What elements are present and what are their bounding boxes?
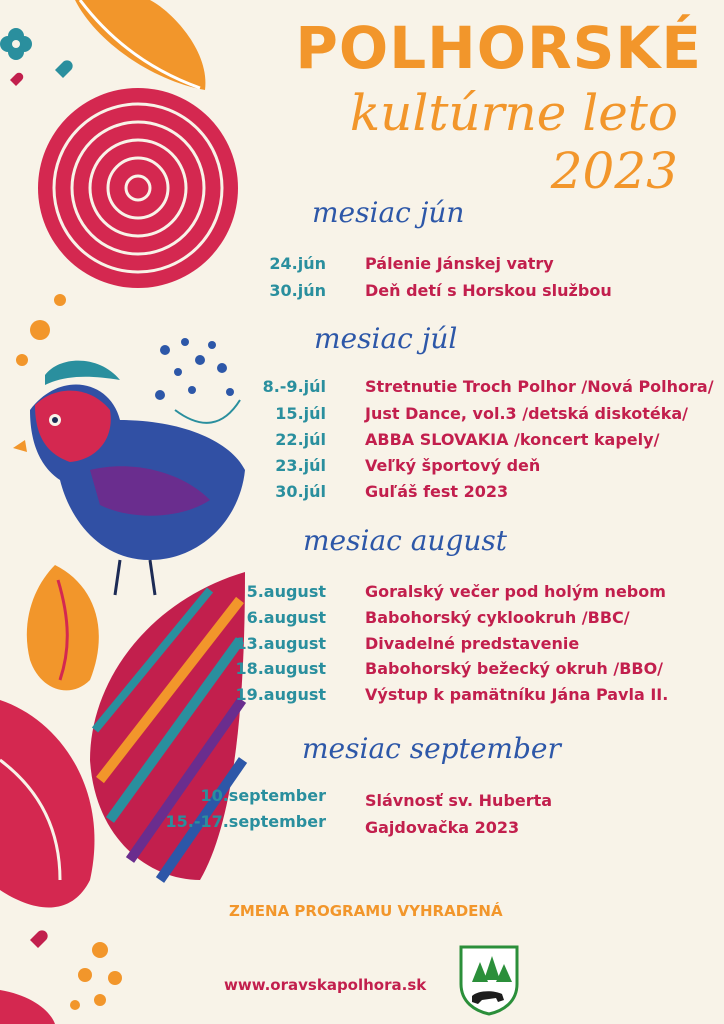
event-row bbox=[0, 254, 724, 280]
coat-of-arms-icon bbox=[458, 944, 520, 1016]
event-date: 13.august bbox=[235, 634, 326, 653]
event-name: Stretnutie Troch Polhor /Nová Polhora/ bbox=[365, 377, 714, 396]
teal-flower-icon bbox=[0, 28, 32, 60]
event-name: Divadelné predstavenie bbox=[365, 634, 580, 653]
event-row bbox=[0, 430, 724, 456]
event-row bbox=[0, 281, 724, 307]
event-date: 10.september bbox=[200, 786, 326, 805]
event-row bbox=[0, 456, 724, 482]
event-date: 24.jún bbox=[269, 254, 326, 273]
event-row bbox=[0, 659, 724, 685]
event-date: 18.august bbox=[235, 659, 326, 678]
event-date: 15.júl bbox=[275, 404, 326, 423]
event-date: 8.-9.júl bbox=[262, 377, 326, 396]
event-date: 30.jún bbox=[269, 281, 326, 300]
website-link[interactable]: www.oravskapolhora.sk bbox=[224, 976, 427, 994]
month-heading-september: mesiac september bbox=[302, 732, 561, 765]
event-date: 6.august bbox=[246, 608, 326, 627]
event-row bbox=[0, 482, 724, 508]
event-date: 19.august bbox=[235, 685, 326, 704]
event-date: 23.júl bbox=[275, 456, 326, 475]
month-heading-july: mesiac júl bbox=[314, 322, 458, 355]
event-row bbox=[0, 685, 724, 711]
event-name: ABBA SLOVAKIA /koncert kapely/ bbox=[365, 430, 660, 449]
event-name: Just Dance, vol.3 /detská diskotéka/ bbox=[365, 404, 688, 423]
event-date: 15.-17.september bbox=[165, 812, 326, 831]
event-row bbox=[0, 608, 724, 634]
month-heading-august: mesiac august bbox=[303, 524, 508, 557]
event-name: Babohorský cyklookruh /BBC/ bbox=[365, 608, 630, 627]
event-row bbox=[0, 377, 724, 403]
event-name: Výstup k pamätníku Jána Pavla II. bbox=[365, 685, 669, 704]
event-name: Guľáš fest 2023 bbox=[365, 482, 509, 501]
program-change-notice: ZMENA PROGRAMU VYHRADENÁ bbox=[229, 902, 503, 920]
event-row bbox=[0, 582, 724, 608]
event-date: 30.júl bbox=[275, 482, 326, 501]
month-heading-june: mesiac jún bbox=[312, 196, 465, 229]
event-row bbox=[0, 634, 724, 660]
poster-subtitle: kultúrne leto 2023 bbox=[349, 84, 678, 200]
event-row bbox=[0, 818, 724, 844]
orange-leaf-top bbox=[75, 0, 205, 90]
event-date: 5.august bbox=[246, 582, 326, 601]
event-name: Deň detí s Horskou službou bbox=[365, 281, 612, 300]
event-name: Pálenie Jánskej vatry bbox=[365, 254, 554, 273]
event-name: Slávnosť sv. Huberta bbox=[365, 791, 553, 810]
event-date: 22.júl bbox=[275, 430, 326, 449]
poster-title: POLHORSKÉ bbox=[295, 14, 702, 82]
event-name: Veľký športový deň bbox=[365, 456, 541, 475]
event-name: Goralský večer pod holým nebom bbox=[365, 582, 666, 601]
event-row bbox=[0, 404, 724, 430]
event-name: Gajdovačka 2023 bbox=[365, 818, 520, 837]
event-name: Babohorský bežecký okruh /BBO/ bbox=[365, 659, 664, 678]
